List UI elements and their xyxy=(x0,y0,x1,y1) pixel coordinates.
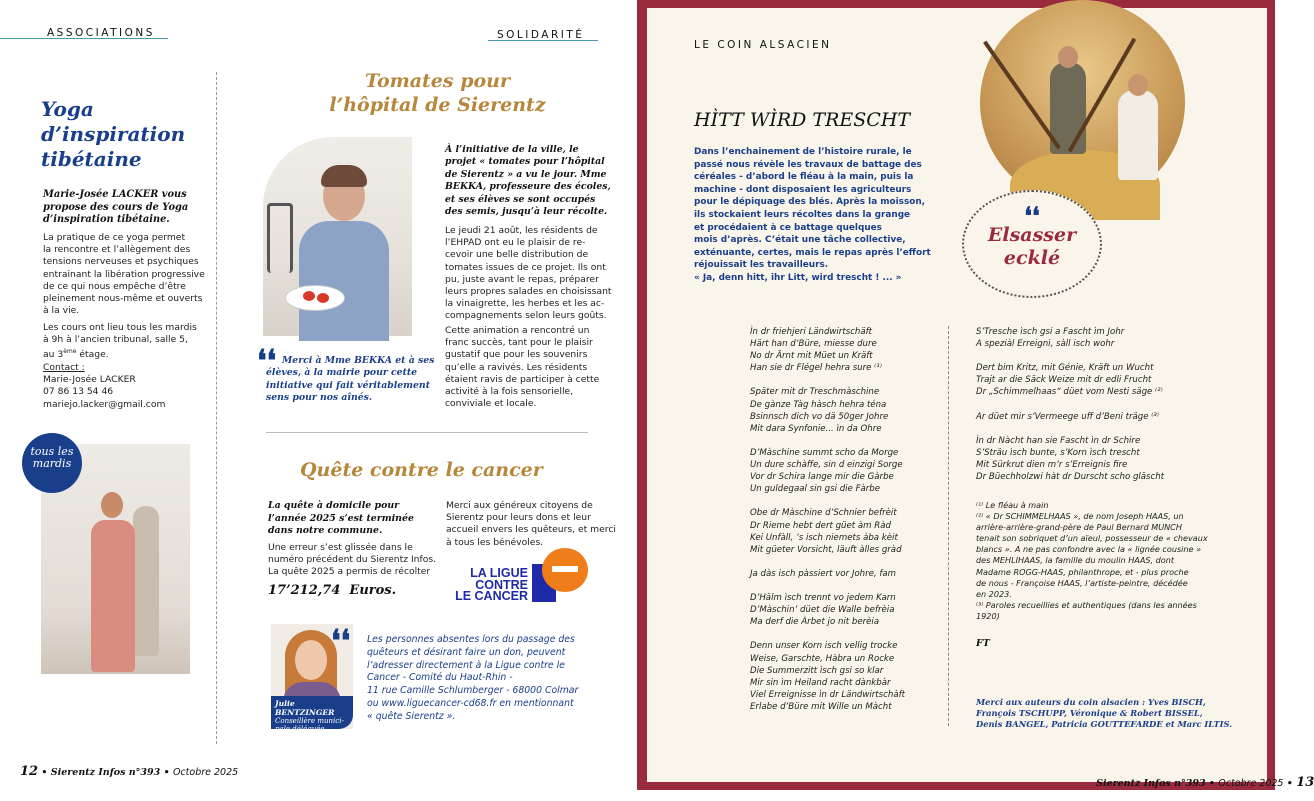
ligue-cancer-logo xyxy=(452,548,592,604)
quete-lead: La quête à domicile pour l’année 2025 s’est terminée dans notre commune. xyxy=(268,500,414,536)
woman-figure xyxy=(1118,90,1158,180)
right-page xyxy=(637,0,1314,790)
yoga-figure-body xyxy=(91,520,135,672)
tomates-photo xyxy=(263,137,412,336)
contact-email[interactable]: mariejo.lacker@gmail.com xyxy=(43,398,166,410)
contact-phone[interactable]: 07 86 13 54 46 xyxy=(43,386,114,398)
quete-amount: 17’212,74 Euros. xyxy=(268,583,397,598)
quote-icon: ❛❛ xyxy=(331,624,351,659)
tous-les-mardis-badge: tous les mardis xyxy=(22,433,82,493)
contact-name: Marie-Josée LACKER xyxy=(43,374,136,386)
yoga-lead: Marie-Josée LACKER vous propose des cours de Yoga d’inspiration tibétaine. xyxy=(43,189,189,225)
yoga-paragraph-2: Les cours ont lieu tous les mardis à 9h à l’ancien tribunal, salle 5, au 3ème étage. xyxy=(43,322,197,361)
elsasser-ecklé-badge: ❛❛ Elsasser ecklé xyxy=(962,190,1102,298)
tomates-paragraph-2: Cette animation a rencontré un franc succès, tant pour le plaisir gustatif que pour les souvenirs qu’elle a ravivés. Les résidents étaient ravis de participer à cette activité à la fois sensorielle, conviviale et locale. xyxy=(445,325,600,410)
title: HÌTT WÌRD TRESCHT xyxy=(694,109,911,131)
contact-label: Contact : xyxy=(43,362,85,373)
poem-column-1: Ìn dr friehjeri Ländwirtschäft Härt han d’Büre, miesse dure No dr Ärnt mit Müet un Kräft Han sie dr Flégel hehra sure ⁽¹⁾ Später mit dr Treschmàschine De gànze Tàg hàsch hehra téna Bsinnsch dich vo dä 50ger Johre Mit dara Synfonie... ìn da Ohre D’Màschine summt scho da Morge Un dure schàffe, sin d einzigi Sorge Vor dr Schira lange mir die Gàrbe Un guldegaal sin gsi die Fàrbe Obe dr Màschine d’Schnier befrèit Dr Rieme hebt dert güet àm Ràd Kei Unfàll, ’s isch niemets àba kèit Mit güeter Vorsicht, läuft àlles gràd Ja dàs isch pàssiert vor Johre, fam D’Hälm ìsch trennt vo jedem Karn D’Màschin’ düet die Walle befrèia Ma derf die Àrbet jo nit berèia Denn unser Korn isch vellig trocke Weise, Garschte, Hàbra un Rocke Die Summerzitt ìsch gsi so klar Mir sin ìm Heiland racht dànkbàr Viel Erreignisse ìn dr Ländwirtschàft Erlabe d’Büre mit Wille un Màcht xyxy=(750,327,905,712)
tomates-title: Tomates pour l’hôpital de Sierentz xyxy=(329,70,546,116)
resident-hair xyxy=(321,165,367,187)
plate xyxy=(285,285,345,311)
ligue-website[interactable]: ou www.liguecancer-cd68.fr en mentionnant xyxy=(367,697,574,709)
poem-divider xyxy=(948,326,949,726)
left-page xyxy=(0,0,637,790)
quete-title: Quête contre le cancer xyxy=(300,459,543,481)
tomato xyxy=(303,291,315,301)
section-solidarite: SOLIDARITÉ xyxy=(497,29,585,41)
credits: Merci aux auteurs du coin alsacien : Yves BISCH, François TSCHUPP, Véronique & Robert BISSEL, Denis BANGEL, Patricia GOUTTEFARDE et Marc ILTIS. xyxy=(976,697,1233,730)
column-divider xyxy=(216,72,217,744)
quete-info: Les personnes absentes lors du passage des quêteurs et désirant faire un don, peuvent l’adresser directement à la Ligue contre le Cancer - Comité du Haut-Rhin - 11 rue Camille Schlumberger - 68000 Colmar ou www.liguecancer-cd68.fr en mentionnant « quête Sierentz ». xyxy=(367,634,579,722)
signature: FT xyxy=(976,638,990,649)
right-footer: Sierentz Infos n°393 • Octobre 2025 • 13 xyxy=(1096,775,1314,790)
logo-mark xyxy=(552,566,578,572)
tomates-lead: À l’initiative de la ville, le projet « tomates pour l’hôpital de Sierentz » a vu le jour. Mme BEKKA, professeure des écoles, et ses élèves se sont occupés des semis, jusqu’à leur récolte. xyxy=(445,144,611,218)
section-coin-alsacien: LE COIN ALSACIEN xyxy=(694,39,832,51)
left-footer: 12 • Sierentz Infos n°393 • Octobre 2025 xyxy=(20,764,239,779)
quote-icon: ❛❛ xyxy=(1024,201,1040,230)
tomato xyxy=(317,293,329,303)
person-caption: Julie BENTZINGER Conseillère munici- pale déléguée xyxy=(271,696,353,729)
farmer-head xyxy=(1058,46,1078,68)
woman-head xyxy=(1128,74,1148,96)
intro-paragraph: Dans l’enchainement de l’histoire rurale, le passé nous révèle les travaux de battage des céréales - d’abord le fléau à la main, puis la machine - dont disposaient les agriculteurs pour le dépiquage des blés. Après la moisson, ils stockaient leurs récoltes dans la grange et procédaient à ce battage quelques mois d’après. C’était une tâche collective, exténuante, certes, mais le repas après l’effort réjouissait les travailleurs. « Ja, denn hitt, ihr Litt, wird trescht ! ... » xyxy=(694,147,931,283)
threshing-illustration xyxy=(980,0,1185,205)
quete-thanks: Merci aux généreux citoyens de Sierentz pour leurs dons et leur accueil envers les quêteurs, et merci à tous les bénévoles. xyxy=(446,500,616,548)
tomates-paragraph-1: Le jeudi 21 août, les résidents de l’EHPAD ont eu le plaisir de re- cevoir une belle distribution de tomates issues de ce projet. Ils ont pu, juste avant le repas, préparer leurs propres salades en choisissant la vinaigrette, les herbes et les ac- compagnements selon leurs goûts. xyxy=(445,225,612,322)
quote-icon: ❛❛ xyxy=(257,344,277,379)
poem-column-2: S’Tresche ìsch gsi a Fascht ìm Johr A speziàl Erreigni, sàll isch wohr Dert bim Kritz, mit Génie, Kräft un Wucht Trajt ar die Säck Weize mit dr edli Frucht Dr „Schimmelhaas“ düet vom Nesti säge ⁽²⁾ Ar düet mir s’Vermeege uff d’Beni träge ⁽³⁾ Ìn dr Nàcht han sie Fascht ìn dr Schire S’Sträu ìsch bunte, s’Korn ìsch trescht Mit Sürkrut dien m’r s’Erreignis fire Dr Büechholzwi hàt dr Durscht scho gläscht xyxy=(976,327,1165,483)
section-divider xyxy=(266,432,588,433)
resident-body xyxy=(299,221,389,341)
section-associations: ASSOCIATIONS xyxy=(47,27,155,39)
footnotes: ⁽¹⁾ Le fléau à main ⁽²⁾ « Dr SCHIMMELHAAS », de nom Joseph HAAS, un arrière-arrière-grand-père de Paul Bernard MUNCH tenait son sobriquet d’un aïeul, possesseur de « chevaux blancs ». A ne pas confondre avec la « lignée cousine » des MEHLIHAAS, la famille du moulin HAAS, dont Madame ROGG-HAAS, philanthrope, et - plus proche de nous - Françoise HAAS, l’artiste-peintre, décédée en 2023. ⁽³⁾ Paroles recueillies et authentiques (dans les années 1920) xyxy=(976,500,1208,621)
person-face xyxy=(295,640,327,680)
logo-text: LA LIGUE CONTRE LE CANCER xyxy=(455,566,528,603)
yoga-contact xyxy=(43,362,165,411)
walker xyxy=(267,203,293,273)
yoga-title: Yoga d’inspiration tibétaine xyxy=(41,97,186,171)
yoga-figure-back xyxy=(133,506,159,656)
quete-paragraph: Une erreur s’est glissée dans le numéro précédent du Sierentz Infos. La quête 2025 a permis de récolter xyxy=(268,542,437,578)
yoga-figure-head xyxy=(101,492,123,518)
tomates-thanks: Merci à Mme BEKKA et à ses élèves, à la mairie pour cette initiative qui fait véritablement sens pour nos aînés. xyxy=(266,355,435,403)
yoga-paragraph-1: La pratique de ce yoga permet la rencontre et l’allègement des tensions nerveuses et psychiques entrainant la libération progressive de ce qui nous empêche d’être pleinement nous-même et ouverts à la vie. xyxy=(43,232,205,317)
